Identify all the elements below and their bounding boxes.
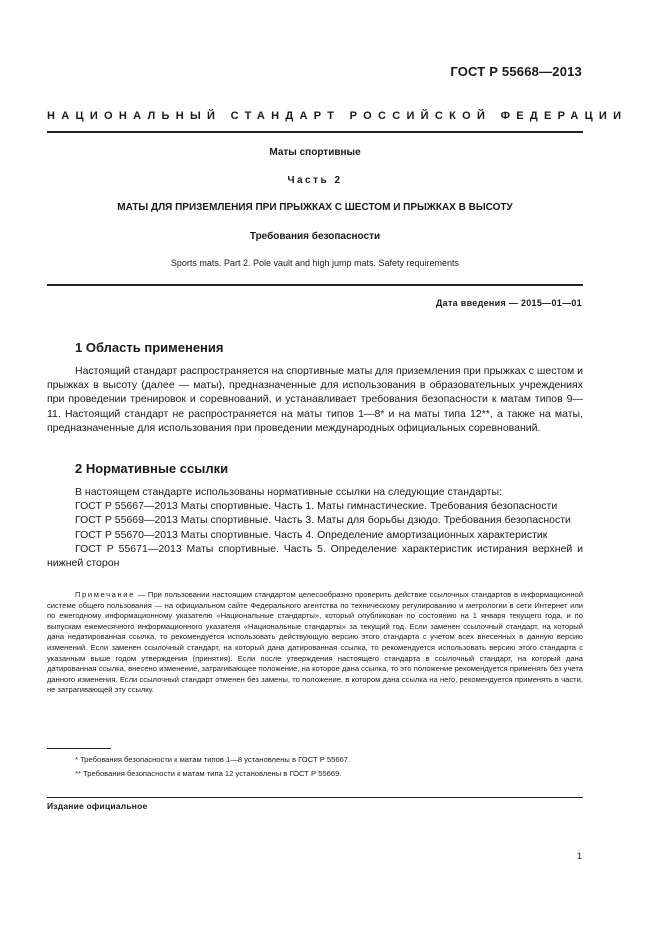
title-english: Sports mats. Part 2. Pole vault and high jump mats. Safety requirements [170, 258, 460, 268]
reference-item: ГОСТ Р 55667—2013 Маты спортивные. Часть 1. Маты гимнастические. Требования безопасности [75, 500, 558, 513]
section-1-text [47, 364, 583, 435]
national-standard-heading: НАЦИОНАЛЬНЫЙ СТАНДАРТ РОССИЙСКОЙ ФЕДЕРАЦИИ [47, 110, 628, 122]
reference-item: ГОСТ Р 55669—2013 Маты спортивные. Часть 3. Маты для борьбы дзюдо. Требования безопасности [75, 514, 571, 527]
standard-number: ГОСТ Р 55668—2013 [450, 64, 582, 79]
page-number: 1 [576, 851, 582, 861]
title-line-1: Маты спортивные [269, 147, 361, 158]
footnote-1: * Требования безопасности к матам типов 1—8 установлены в ГОСТ Р 55667. [75, 755, 351, 764]
note-paragraph [47, 590, 583, 696]
header-rule [47, 131, 583, 133]
footnote-2: ** Требования безопасности к матам типа 12 установлены в ГОСТ Р 55669. [75, 769, 342, 778]
reference-item: ГОСТ Р 55671—2013 Маты спортивные. Часть 5. Определение характеристик истирания верхней и нижней сторон [47, 542, 583, 570]
references-intro: В настоящем стандарте использованы нормативные ссылки на следующие стандарты: [75, 486, 502, 498]
title-subtitle: Требования безопасности [249, 231, 381, 242]
title-part: Часть 2 [287, 175, 343, 186]
edition-label: Издание официальное [47, 801, 148, 811]
title-rule [47, 284, 583, 286]
section-2-heading: 2 Нормативные ссылки [75, 461, 229, 476]
section-1-paragraph: Настоящий стандарт распространяется на спортивные маты для приземления при прыжках с шестом и прыжках в высоту (далее — маты), предназначенные для использования в образовательных учреждениях при проведении тренировок и соревнований, и устанавливает требования безопасности к матам типов 9—11. Настоящий стандарт не распространяется на маты типов 1—8* и на маты типа 12**, а также на маты, предназначенные для использования при проведении международных официальных соревнований. [47, 365, 583, 434]
note-label: Примечание [75, 590, 135, 599]
introduction-date: Дата введения — 2015—01—01 [435, 298, 582, 308]
title-main: МАТЫ ДЛЯ ПРИЗЕМЛЕНИЯ ПРИ ПРЫЖКАХ С ШЕСТОМ И ПРЫЖКАХ В ВЫСОТУ [117, 202, 513, 213]
section-1-heading: 1 Область применения [75, 340, 224, 355]
note-block [47, 590, 583, 696]
section-2-text [47, 485, 583, 570]
note-text: — При пользовании настоящим стандартом целесообразно проверить действие ссылочных стандартов в информационной системе общего пользования — на официальном сайте Федерального агентства по техническому регулированию и метрологии в сети Интернет или по ежегодному информационному указателю «Национальные стандарты», который опубликован по состоянию на 1 января текущего года, и по выпускам ежемесячного информационного указателя «Национальные стандарты» за текущий год. Если заменен ссылочный стандарт, на который дана недатированная ссылка, то рекомендуется использовать действующую версию этого стандарта с учетом всех внесенных в данную версию изменений. Если заменен ссылочный стандарт, на который дана датированная ссылка, то рекомендуется использовать версию этого стандарта с указанным выше годом утверждения (принятия). Если после утверждения настоящего стандарта в ссылочный стандарт, на который дана датированная ссылка, внесено изменение, затрагивающее положение, на которое дана ссылка, то это положение рекомендуется применять без учета данного изменения. Если ссылочный стандарт отменен без замены, то положение, в котором дана ссылка на него, рекомендуется применять в части, не затрагивающей эту ссылку. [47, 590, 583, 695]
footnote-rule [47, 748, 111, 749]
reference-item: ГОСТ Р 55670—2013 Маты спортивные. Часть 4. Определение амортизационных характеристик [75, 528, 548, 541]
footer-rule [47, 797, 583, 798]
